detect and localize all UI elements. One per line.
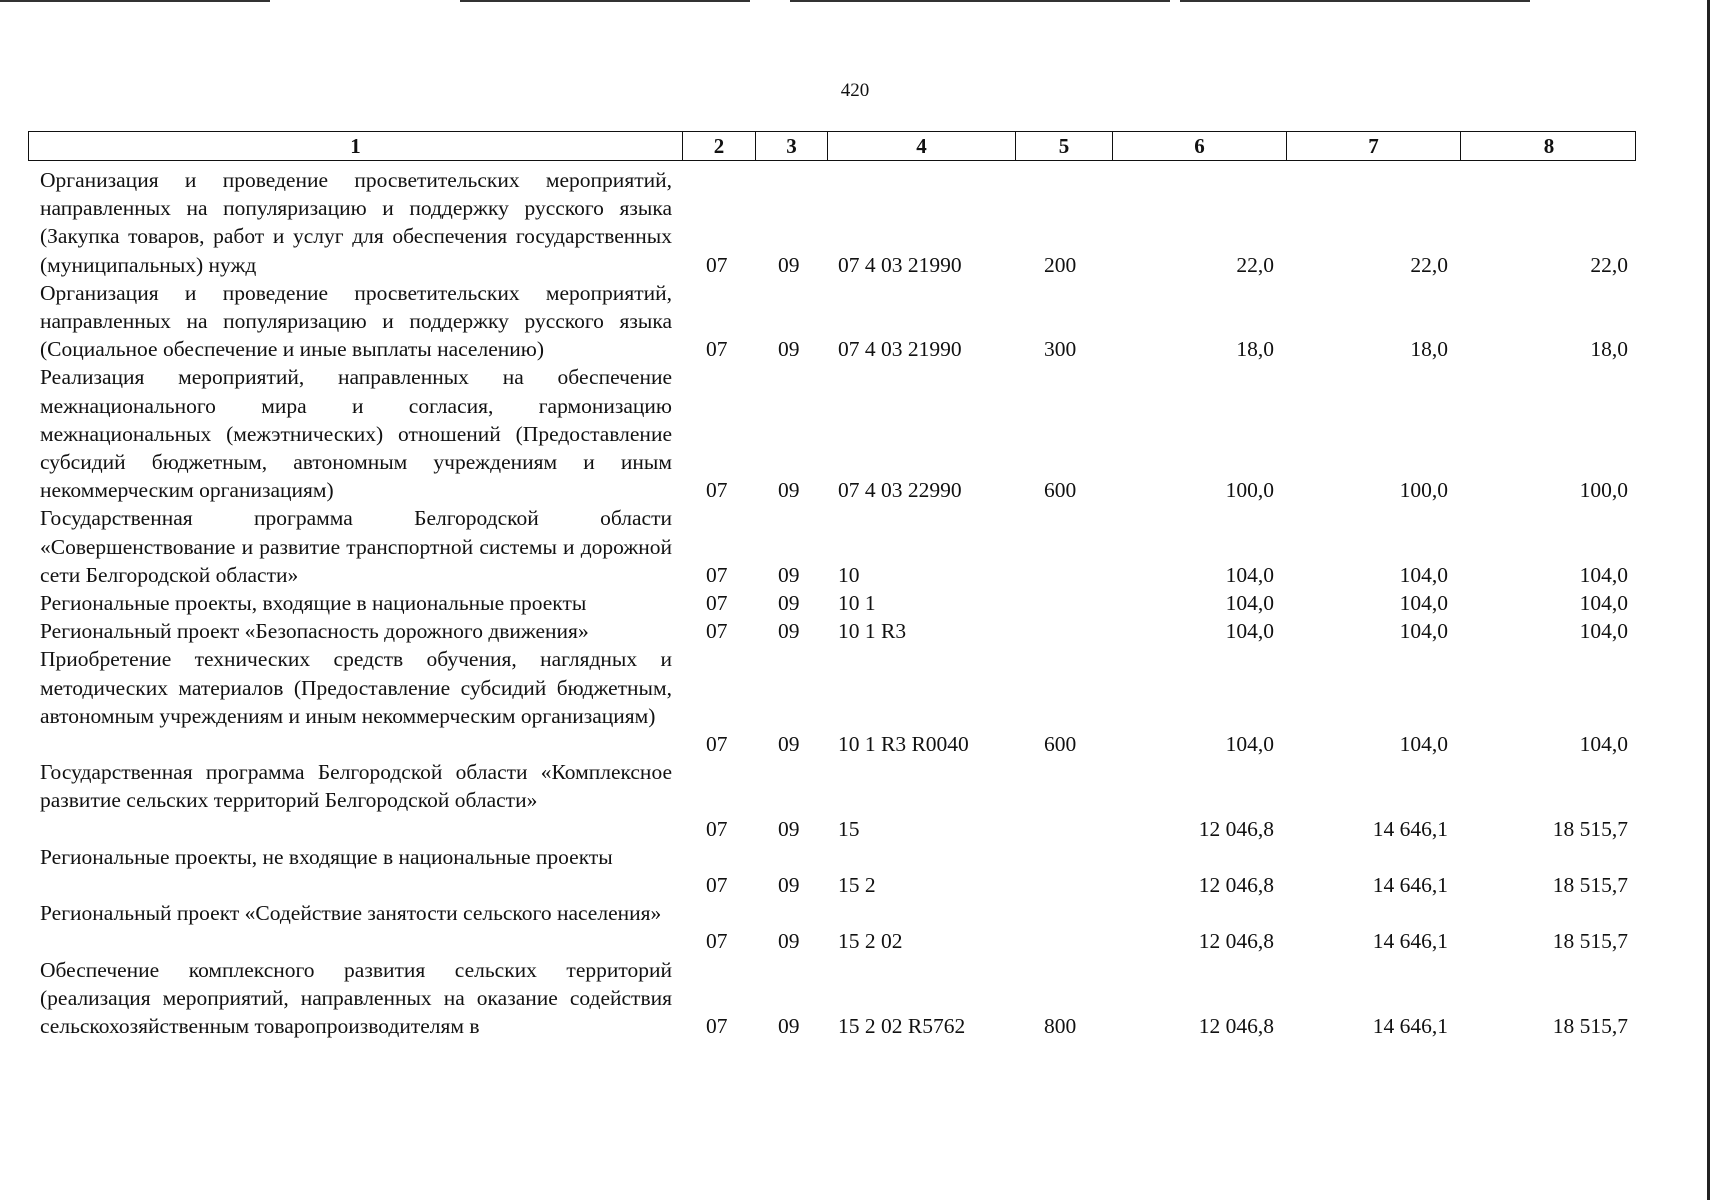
cell-col-2: 07	[706, 731, 728, 756]
cell-col-3: 09	[778, 562, 800, 587]
cell-col-4: 07 4 03 21990	[838, 337, 962, 362]
cell-col-8: 18 515,7	[1552, 929, 1628, 954]
scan-edge	[790, 0, 1170, 2]
header-col-5: 5	[1016, 132, 1113, 160]
table-row	[0, 956, 1710, 1041]
cell-col-2: 07	[706, 252, 728, 277]
cell-col-4: 07 4 03 21990	[838, 252, 962, 277]
cell-col-5: 600	[1044, 731, 1077, 756]
cell-col-4: 15 2 02 R5762	[838, 1013, 966, 1038]
cell-col-4: 10 1	[838, 590, 876, 615]
cell-col-3: 09	[778, 337, 800, 362]
header-col-8: 8	[1543, 134, 1555, 158]
cell-col-6: 104,0	[1225, 619, 1274, 644]
cell-col-3: 09	[778, 619, 800, 644]
cell-col-3: 09	[778, 590, 800, 615]
cell-col-6: 104,0	[1225, 590, 1274, 615]
cell-col-7: 104,0	[1399, 590, 1448, 615]
table-row	[0, 589, 1710, 617]
cell-col-7: 18,0	[1410, 337, 1448, 362]
cell-col-5: 800	[1044, 1013, 1077, 1038]
cell-col-2: 07	[706, 619, 728, 644]
cell-col-8: 18 515,7	[1552, 872, 1628, 897]
table-row	[0, 279, 1710, 364]
row-description: Государственная программа Белгородской области «Совершенствование и развитие транспортной системы и дорожной сети Белгородской области»	[40, 506, 672, 587]
table-row	[0, 363, 1710, 504]
cell-col-2: 07	[706, 590, 728, 615]
page-number: 420	[840, 80, 870, 101]
cell-col-7: 104,0	[1399, 562, 1448, 587]
cell-col-7: 22,0	[1410, 252, 1448, 277]
cell-col-7: 100,0	[1399, 478, 1448, 503]
cell-col-2: 07	[706, 816, 728, 841]
table-body	[0, 166, 1710, 1040]
cell-col-6: 22,0	[1236, 252, 1274, 277]
cell-col-8: 100,0	[1579, 478, 1628, 503]
cell-col-4: 10 1 R3 R0040	[838, 731, 969, 756]
cell-col-4: 15 2	[838, 872, 876, 897]
table-header	[28, 131, 1636, 161]
cell-col-4: 07 4 03 22990	[838, 478, 962, 503]
row-description: Организация и проведение просветительских мероприятий, направленных на популяризацию и поддержку русского языка (Закупка товаров, работ и услуг для обеспечения государственных (муниципальных) нужд	[40, 168, 672, 277]
cell-col-3: 09	[778, 872, 800, 897]
cell-col-4: 10	[838, 562, 860, 587]
cell-col-8: 18 515,7	[1552, 816, 1628, 841]
table-row	[0, 843, 1710, 899]
cell-col-8: 104,0	[1579, 590, 1628, 615]
table-row	[0, 617, 1710, 645]
cell-col-8: 18 515,7	[1552, 1013, 1628, 1038]
cell-col-7: 14 646,1	[1372, 929, 1448, 954]
cell-col-3: 09	[778, 731, 800, 756]
cell-col-8: 104,0	[1579, 731, 1628, 756]
cell-col-6: 12 046,8	[1198, 1013, 1274, 1038]
table-row	[0, 899, 1710, 955]
header-col-1: 1	[29, 132, 683, 160]
cell-col-6: 104,0	[1225, 562, 1274, 587]
row-description: Обеспечение комплексного развития сельских территорий (реализация мероприятий, направленных на оказание содействия сельскохозяйственным товаропроизводителям в	[40, 957, 672, 1038]
row-description: Организация и проведение просветительских мероприятий, направленных на популяризацию и поддержку русского языка (Социальное обеспечение и иные выплаты населению)	[40, 280, 672, 362]
cell-col-5: 200	[1044, 252, 1077, 277]
cell-col-8: 104,0	[1579, 562, 1628, 587]
scan-edge	[460, 0, 750, 2]
table-row	[0, 645, 1710, 758]
cell-col-7: 14 646,1	[1372, 1013, 1448, 1038]
table-row	[0, 758, 1710, 843]
cell-col-6: 12 046,8	[1198, 872, 1274, 897]
cell-col-2: 07	[706, 1013, 728, 1038]
table-row	[0, 504, 1710, 589]
cell-col-7: 104,0	[1399, 619, 1448, 644]
cell-col-3: 09	[778, 929, 800, 954]
cell-col-8: 22,0	[1590, 252, 1628, 277]
cell-col-6: 104,0	[1225, 731, 1274, 756]
cell-col-2: 07	[706, 478, 728, 503]
row-description: Реализация мероприятий, направленных на обеспечение межнационального мира и согласия, гармонизацию межнациональных (межэтнических) отношений (Предоставление субсидий бюджетным, автономным учреждениям и иным некоммерческим организациям)	[40, 365, 672, 503]
header-col-7: 7	[1287, 132, 1461, 160]
cell-col-2: 07	[706, 872, 728, 897]
cell-col-2: 07	[706, 929, 728, 954]
cell-col-3: 09	[778, 816, 800, 841]
row-description: Региональный проект «Безопасность дорожного движения»	[40, 619, 589, 644]
cell-col-8: 18,0	[1590, 337, 1628, 362]
cell-col-5: 600	[1044, 478, 1077, 503]
header-col-6: 6	[1113, 132, 1287, 160]
row-description: Государственная программа Белгородской области «Комплексное развитие сельских территорий Белгородской области»	[40, 760, 672, 813]
cell-col-3: 09	[778, 1013, 800, 1038]
scan-edge	[0, 0, 270, 2]
row-description: Региональные проекты, входящие в национальные проекты	[40, 590, 587, 615]
cell-col-6: 12 046,8	[1198, 816, 1274, 841]
table-row	[0, 166, 1710, 279]
cell-col-4: 10 1 R3	[838, 619, 907, 644]
cell-col-7: 14 646,1	[1372, 872, 1448, 897]
cell-col-2: 07	[706, 337, 728, 362]
cell-col-3: 09	[778, 478, 800, 503]
cell-col-3: 09	[778, 252, 800, 277]
cell-col-6: 18,0	[1236, 337, 1274, 362]
cell-col-6: 12 046,8	[1198, 929, 1274, 954]
header-col-2: 2	[683, 132, 756, 160]
cell-col-7: 104,0	[1399, 731, 1448, 756]
cell-col-5: 300	[1044, 337, 1077, 362]
header-col-4: 4	[828, 132, 1016, 160]
row-description: Региональные проекты, не входящие в национальные проекты	[40, 844, 613, 869]
cell-col-4: 15	[838, 816, 860, 841]
cell-col-7: 14 646,1	[1372, 816, 1448, 841]
row-description: Приобретение технических средств обучения, наглядных и методических материалов (Предоставление субсидий бюджетным, автономным учреждениям и иным некоммерческим организациям)	[40, 647, 672, 728]
cell-col-6: 100,0	[1225, 478, 1274, 503]
row-description: Региональный проект «Содействие занятости сельского населения»	[40, 901, 662, 926]
cell-col-4: 15 2 02	[838, 929, 903, 954]
header-col-3: 3	[756, 132, 828, 160]
cell-col-8: 104,0	[1579, 619, 1628, 644]
cell-col-2: 07	[706, 562, 728, 587]
scan-edge	[1180, 0, 1530, 2]
